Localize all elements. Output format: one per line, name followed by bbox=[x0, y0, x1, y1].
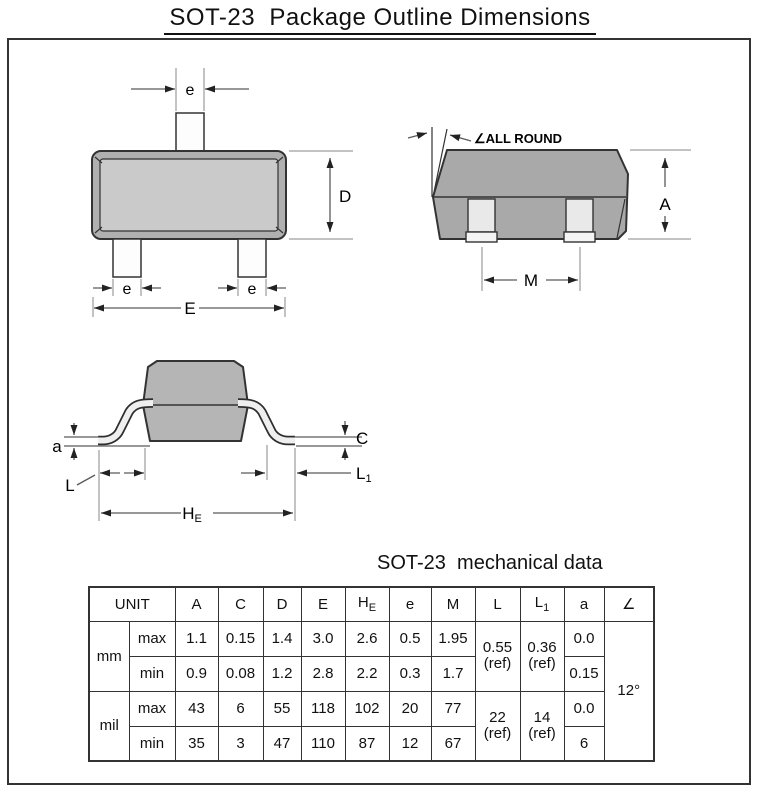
mil-min-A: 35 bbox=[175, 726, 218, 761]
mechanical-data-table bbox=[88, 586, 655, 762]
side-view bbox=[408, 127, 691, 291]
e-bottom-left-label: e bbox=[122, 281, 132, 298]
mm-min-C: 0.08 bbox=[218, 656, 263, 691]
mil-min-HE: 87 bbox=[345, 726, 389, 761]
mechanical-data-title: SOT-23 mechanical data bbox=[377, 552, 603, 574]
L1-main: L bbox=[356, 464, 366, 483]
col-header-e: e bbox=[389, 587, 431, 621]
mil-max-E: 118 bbox=[301, 691, 345, 726]
a-height-dimension bbox=[628, 150, 691, 239]
col-header-E: E bbox=[301, 587, 345, 621]
mm-max-A: 1.1 bbox=[175, 621, 218, 656]
header-row bbox=[89, 587, 654, 621]
E-dimension bbox=[93, 297, 285, 318]
mil-max-D: 55 bbox=[263, 691, 301, 726]
mm-max-label: max bbox=[129, 621, 175, 656]
all-round-label: ∠ALL ROUND bbox=[474, 131, 562, 146]
col-header-L: L bbox=[475, 587, 520, 621]
e-dimension-bottom-right bbox=[218, 279, 286, 298]
d-label: D bbox=[339, 187, 352, 206]
mil-min-e: 12 bbox=[389, 726, 431, 761]
front-view-top-lead bbox=[176, 113, 204, 153]
col-header-A: A bbox=[175, 587, 218, 621]
col-header-D: D bbox=[263, 587, 301, 621]
profile-body bbox=[143, 361, 248, 441]
HE-label bbox=[182, 504, 202, 525]
col-header-unit: UNIT bbox=[89, 587, 175, 621]
mil-max-C: 6 bbox=[218, 691, 263, 726]
M-label: M bbox=[523, 271, 539, 290]
a-label: a bbox=[52, 437, 62, 456]
mm-L: 0.55 (ref) bbox=[475, 621, 520, 691]
l-dimension bbox=[65, 448, 145, 521]
mil-max-M: 77 bbox=[431, 691, 475, 726]
L1-sub: 1 bbox=[365, 473, 372, 485]
mil-min-label: min bbox=[129, 726, 175, 761]
front-view-bottom-leads bbox=[113, 239, 266, 277]
mm-max-M: 1.95 bbox=[431, 621, 475, 656]
mil-L: 22 (ref) bbox=[475, 691, 520, 761]
mil-max-e: 20 bbox=[389, 691, 431, 726]
front-view bbox=[92, 68, 353, 318]
mil-max-label: max bbox=[129, 691, 175, 726]
l1-dimension bbox=[241, 445, 372, 521]
side-view-body bbox=[433, 150, 628, 239]
mil-max-a: 0.0 bbox=[564, 691, 604, 726]
mm-min-a: 0.15 bbox=[564, 656, 604, 691]
mm-max-a: 0.0 bbox=[564, 621, 604, 656]
mil-min-D: 47 bbox=[263, 726, 301, 761]
mm-max-D: 1.4 bbox=[263, 621, 301, 656]
HE-sub: E bbox=[194, 513, 202, 525]
mm-min-HE: 2.2 bbox=[345, 656, 389, 691]
d-dimension bbox=[289, 151, 353, 239]
unit-mil: mil bbox=[89, 691, 129, 761]
front-view-body bbox=[92, 151, 286, 239]
mm-min-E: 2.8 bbox=[301, 656, 345, 691]
mil-min-row bbox=[89, 726, 654, 761]
mm-L1: 0.36 (ref) bbox=[520, 621, 564, 691]
mm-min-row bbox=[89, 656, 654, 691]
L1-label bbox=[356, 464, 372, 485]
mm-min-M: 1.7 bbox=[431, 656, 475, 691]
mm-max-e: 0.5 bbox=[389, 621, 431, 656]
angle-value-cell: 12° bbox=[604, 621, 654, 761]
he-dimension bbox=[101, 504, 293, 525]
L-label: L bbox=[65, 476, 75, 495]
mm-min-D: 1.2 bbox=[263, 656, 301, 691]
col-header-M: M bbox=[431, 587, 475, 621]
mil-max-row bbox=[89, 691, 654, 726]
m-dimension bbox=[482, 247, 580, 291]
mil-min-C: 3 bbox=[218, 726, 263, 761]
mil-max-A: 43 bbox=[175, 691, 218, 726]
mm-max-E: 3.0 bbox=[301, 621, 345, 656]
mil-L1: 14 (ref) bbox=[520, 691, 564, 761]
col-header-L1: $L_1$ bbox=[520, 587, 564, 621]
page-title: SOT-23 Package Outline Dimensions bbox=[164, 4, 595, 35]
e-dimension-top bbox=[131, 68, 249, 111]
c-thickness-dimension bbox=[294, 421, 368, 460]
col-header-angle: ∠ bbox=[604, 587, 654, 621]
A-label: A bbox=[659, 195, 671, 214]
unit-mm: mm bbox=[89, 621, 129, 691]
e-top-label: e bbox=[185, 82, 195, 99]
profile-view bbox=[52, 361, 371, 525]
mm-min-e: 0.3 bbox=[389, 656, 431, 691]
mm-max-C: 0.15 bbox=[218, 621, 263, 656]
mm-max-row bbox=[89, 621, 654, 656]
mm-min-A: 0.9 bbox=[175, 656, 218, 691]
mil-min-M: 67 bbox=[431, 726, 475, 761]
HE-main: H bbox=[182, 504, 195, 523]
E-label: E bbox=[184, 299, 196, 318]
col-header-a: a bbox=[564, 587, 604, 621]
C-label: C bbox=[356, 429, 369, 448]
e-bottom-right-label: e bbox=[247, 281, 257, 298]
mm-max-HE: 2.6 bbox=[345, 621, 389, 656]
mil-min-a: 6 bbox=[564, 726, 604, 761]
col-header-C: C bbox=[218, 587, 263, 621]
mil-max-HE: 102 bbox=[345, 691, 389, 726]
e-dimension-bottom-left bbox=[93, 279, 161, 298]
col-header-HE: $H_E$ bbox=[345, 587, 389, 621]
mm-min-label: min bbox=[129, 656, 175, 691]
mil-min-E: 110 bbox=[301, 726, 345, 761]
